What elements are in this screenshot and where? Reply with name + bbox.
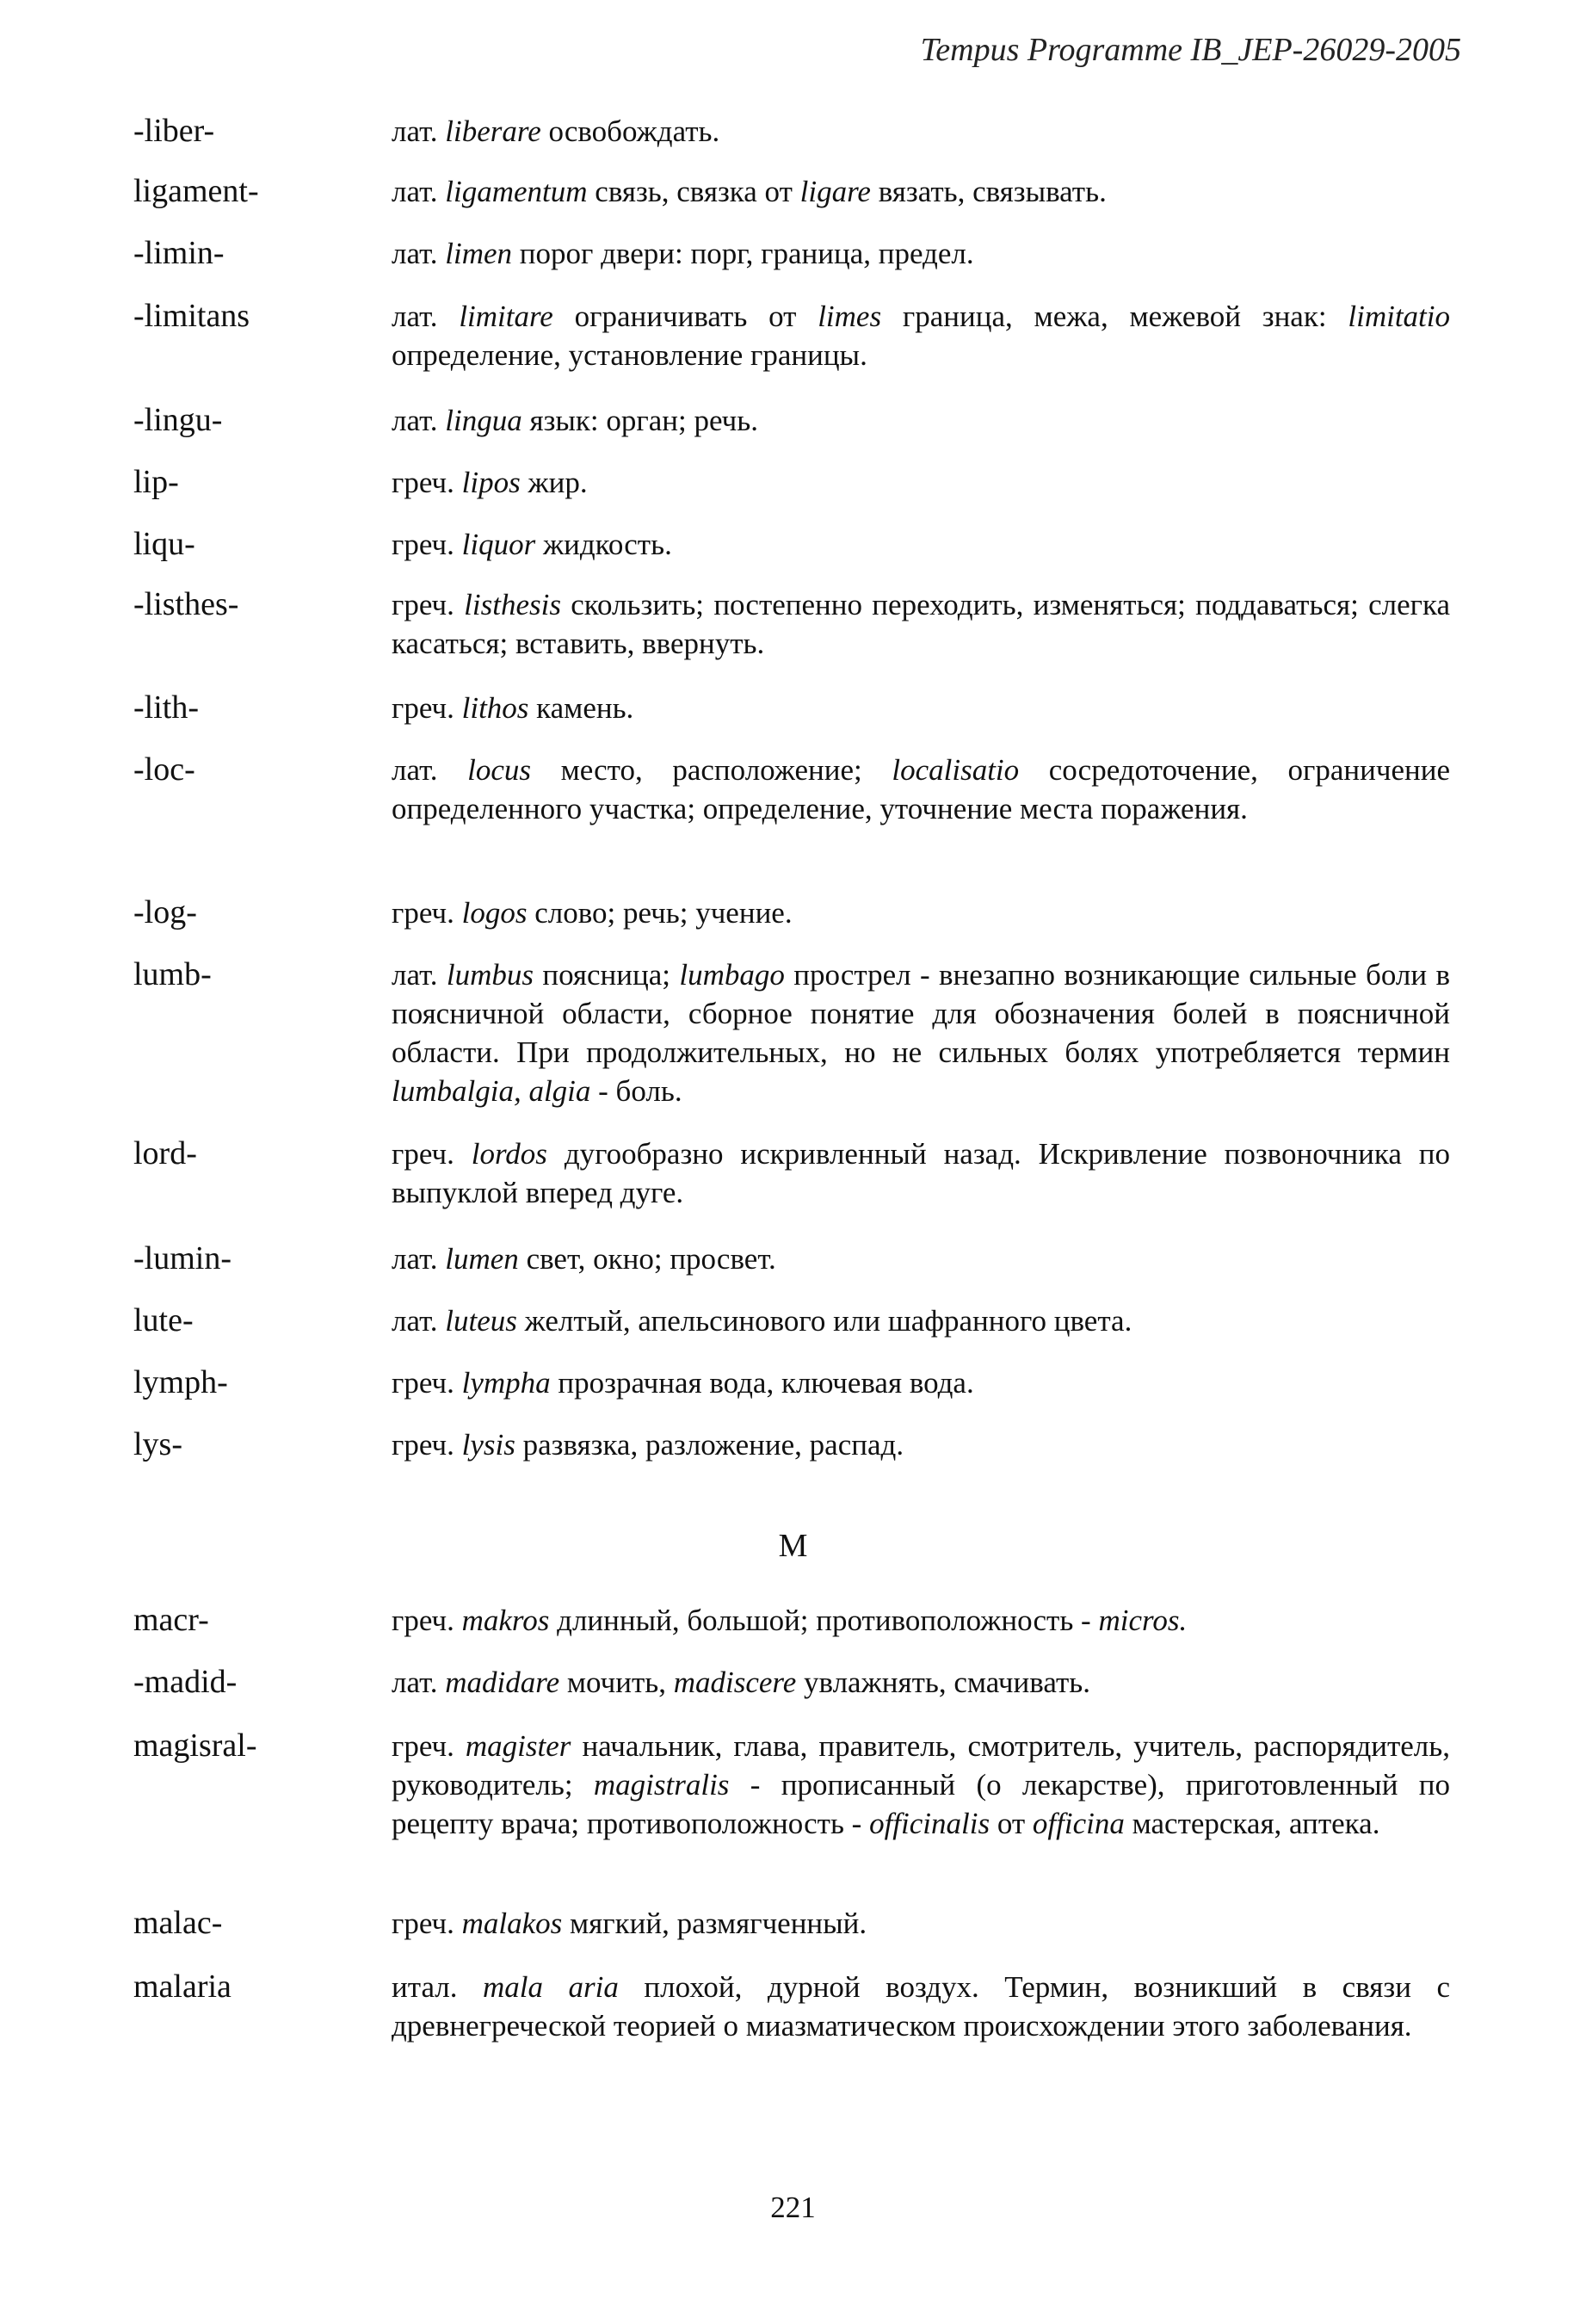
definition-text: связь, связка от (587, 175, 800, 208)
definition-text: греч. (392, 1907, 462, 1940)
entry-definition (392, 1727, 1450, 1843)
definition-italic-term: lipos (461, 466, 521, 499)
definition-italic-term: officina (1032, 1807, 1125, 1840)
definition-italic-term: lympha (461, 1366, 551, 1400)
definition-italic-term: magistralis (593, 1768, 730, 1802)
definition-text: лат. (392, 1304, 446, 1338)
definition-text: мастерская, аптека. (1124, 1807, 1380, 1840)
definition-text: плохой, дурной воздух. Термин, возникший в связи с древнегреческой теорией о миазматическом происхождении этого заболевания. (392, 1970, 1450, 2043)
definition-text: лат. (392, 1242, 446, 1276)
definition-italic-term: lumen (445, 1242, 519, 1276)
definition-text: мягкий, размягченный. (562, 1907, 867, 1940)
definition-text: лат. (392, 114, 446, 148)
entry-term: -limin- (133, 235, 225, 271)
definition-text: греч. (392, 1729, 466, 1763)
entry-definition (392, 955, 1450, 1110)
definition-text: прострел - внезапно возникающие сильные боли в поясничной области, сборное понятие для обозначения болей в поясничной области. При продолжительных, но не сильных болях употребляется термин (392, 958, 1450, 1069)
entry-definition (392, 112, 1450, 151)
definition-text: язык: орган; речь. (521, 404, 758, 437)
entry-definition (392, 1239, 1450, 1278)
entry-term: -lith- (133, 689, 199, 726)
definition-text: - прописанный (о лекарстве), приготовленный по рецепту врача; противоположность - (392, 1768, 1450, 1840)
definition-text: вязать, связывать. (870, 175, 1107, 208)
definition-text: жидкость. (535, 528, 672, 561)
definition-italic-term: liquor (461, 528, 536, 561)
definition-italic-term: limitare (459, 300, 553, 333)
entry-term: -lingu- (133, 402, 223, 438)
definition-text: начальник, глава, правитель, смотритель, учитель, распорядитель, руководитель; (392, 1729, 1450, 1802)
definition-text: лат. (392, 175, 446, 208)
definition-italic-term: officinalis (869, 1807, 990, 1840)
definition-text: поясница; (534, 958, 680, 992)
entry-term: lys- (133, 1426, 182, 1462)
entry-definition (392, 463, 1450, 502)
definition-text: греч. (392, 588, 465, 621)
entry-term: magisral- (133, 1728, 257, 1764)
entry-term: malaria (133, 1969, 231, 2005)
entry-definition (392, 1601, 1450, 1640)
entry-definition (392, 1301, 1450, 1340)
definition-italic-term: logos (461, 896, 528, 930)
definition-text: определение, установление границы. (392, 338, 867, 372)
definition-text: лат. (392, 237, 446, 270)
entry-definition (392, 525, 1450, 564)
definition-italic-term: madidare (445, 1666, 560, 1699)
definition-text: ограничивать от (552, 300, 818, 333)
entry-definition (392, 689, 1450, 727)
definition-text: сосредоточение, ограничение определенного участка; определение, уточнение места поражения. (392, 753, 1450, 825)
definition-text: граница, межа, межевой знак: (881, 300, 1348, 333)
definition-text: освобождать. (540, 114, 720, 148)
definition-text: скользить; постепенно переходить, изменяться; поддаваться; слегка касаться; вставить, ввернуть. (392, 588, 1450, 660)
entry-definition (392, 751, 1450, 828)
definition-italic-term: lithos (461, 691, 529, 725)
entry-term: malac- (133, 1905, 223, 1941)
entry-term: -lumin- (133, 1240, 231, 1276)
definition-text: жир. (520, 466, 588, 499)
entry-definition (392, 234, 1450, 273)
definition-italic-term: makros (461, 1604, 550, 1637)
entry-definition (392, 1425, 1450, 1464)
definition-italic-term: lumbalgia, algia (392, 1074, 591, 1108)
definition-text: мочить, (559, 1666, 674, 1699)
document-header: Tempus Programme IB_JEP-26029-2005 (920, 32, 1461, 68)
definition-text: греч. (392, 1366, 462, 1400)
definition-italic-term: limitatio (1348, 300, 1450, 333)
definition-italic-term: limes (818, 300, 882, 333)
entry-term: -log- (133, 894, 197, 930)
entry-term: lip- (133, 464, 179, 500)
entry-definition (392, 1363, 1450, 1402)
entry-definition (392, 1134, 1450, 1212)
definition-text: - боль. (590, 1074, 682, 1108)
definition-text: развязка, разложение, распад. (515, 1428, 904, 1462)
definition-text: длинный, большой; противоположность - (549, 1604, 1099, 1637)
definition-text: желтый, апельсинового или шафранного цвета. (516, 1304, 1132, 1338)
definition-italic-term: ligamentum (445, 175, 588, 208)
definition-text: дугообразно искривленный назад. Искривление позвоночника по выпуклой вперед дуге. (392, 1137, 1450, 1209)
definition-text: греч. (392, 1604, 462, 1637)
definition-text: от (990, 1807, 1033, 1840)
definition-text: греч. (392, 896, 462, 930)
definition-text: порог двери: порг, граница, предел. (512, 237, 974, 270)
entry-definition (392, 1904, 1450, 1943)
definition-text: камень. (528, 691, 634, 725)
definition-italic-term: magister (465, 1729, 571, 1763)
definition-text: прозрачная вода, ключевая вода. (550, 1366, 974, 1400)
definition-text: лат. (392, 1666, 446, 1699)
entry-term: lumb- (133, 956, 212, 992)
definition-italic-term: localisatio (892, 753, 1020, 787)
definition-text: лат. (392, 958, 447, 992)
definition-italic-term: limen (445, 237, 513, 270)
definition-italic-term: micros. (1098, 1604, 1188, 1637)
entry-term: -listhes- (133, 586, 239, 622)
entry-definition (392, 172, 1450, 211)
definition-italic-term: malakos (461, 1907, 563, 1940)
definition-italic-term: lordos (471, 1137, 547, 1171)
definition-italic-term: lumbus (446, 958, 534, 992)
definition-text: итал. (392, 1970, 484, 2004)
definition-italic-term: ligare (799, 175, 871, 208)
section-letter-heading: M (778, 1528, 808, 1564)
entry-term: macr- (133, 1602, 209, 1638)
entry-definition (392, 401, 1450, 440)
entry-term: -liber- (133, 113, 215, 149)
entry-definition (392, 893, 1450, 932)
entry-term: -loc- (133, 751, 195, 788)
entry-term: -madid- (133, 1664, 238, 1700)
entry-term: ligament- (133, 173, 259, 209)
definition-text: слово; речь; учение. (527, 896, 793, 930)
entry-definition (392, 585, 1450, 663)
definition-italic-term: listhesis (464, 588, 561, 621)
definition-italic-term: lingua (445, 404, 522, 437)
entry-definition (392, 1663, 1450, 1702)
definition-text: лат. (392, 300, 460, 333)
definition-text: греч. (392, 528, 462, 561)
entry-term: liqu- (133, 526, 195, 562)
entry-term: lymph- (133, 1364, 228, 1400)
definition-text: свет, окно; просвет. (518, 1242, 776, 1276)
definition-text: место, расположение; (531, 753, 892, 787)
entry-definition (392, 1968, 1450, 2045)
entry-definition (392, 297, 1450, 374)
definition-text: лат. (392, 404, 446, 437)
definition-text: греч. (392, 466, 462, 499)
definition-italic-term: luteus (445, 1304, 517, 1338)
definition-italic-term: locus (467, 753, 531, 787)
definition-italic-term: lumbago (679, 958, 785, 992)
definition-italic-term: madiscere (673, 1666, 797, 1699)
definition-italic-term: liberare (445, 114, 541, 148)
definition-text: греч. (392, 1137, 472, 1171)
definition-text: лат. (392, 753, 468, 787)
definition-text: греч. (392, 1428, 462, 1462)
page-number: 221 (770, 2191, 816, 2224)
definition-text: увлажнять, смачивать. (796, 1666, 1090, 1699)
entry-term: lute- (133, 1302, 194, 1338)
definition-text: греч. (392, 691, 462, 725)
entry-term: lord- (133, 1135, 197, 1171)
definition-italic-term: mala aria (483, 1970, 619, 2004)
definition-italic-term: lysis (461, 1428, 515, 1462)
entry-term: -limitans (133, 298, 250, 334)
